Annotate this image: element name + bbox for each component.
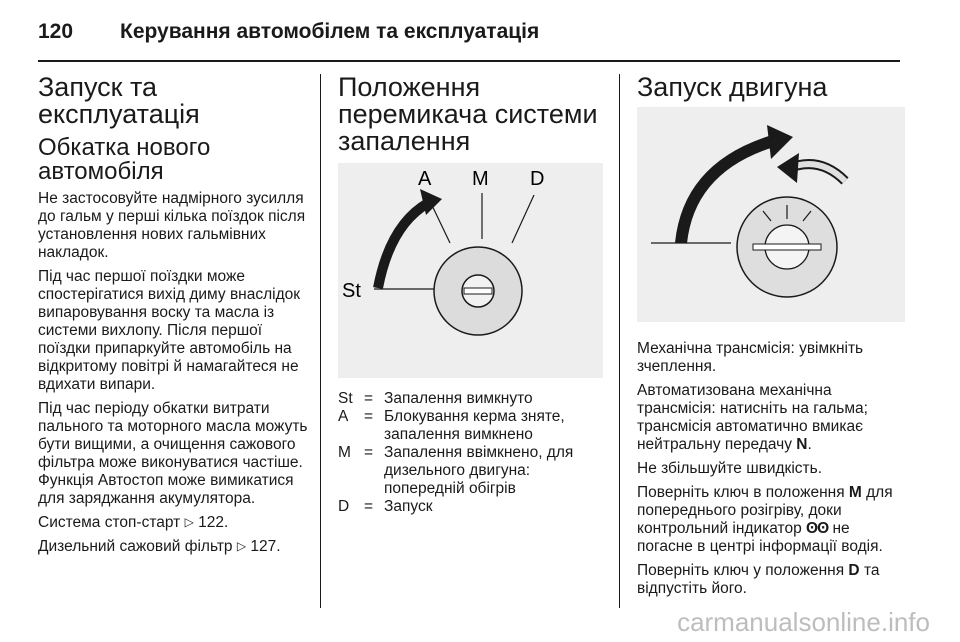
label-m: M: [472, 168, 489, 190]
legend-row: D = Запуск: [338, 498, 433, 515]
column-3: [637, 70, 907, 604]
positions-legend: [338, 390, 603, 516]
column-1: [38, 70, 310, 562]
paragraph: Під час першої поїздки може спостерігатися вихід диму внаслідок випаровування воску та масла із системи вихлопу. Після першої поїздки припаркуйте автомобіль на відкритому повітрі й намагайтеся не вдихати випари.: [38, 268, 301, 393]
paragraph: Поверніть ключ в положення M для попереднього розігріву, доки контрольний індикатор ʘʘ не погасне в центрі інформації водія.: [637, 484, 893, 555]
section-title: Запуск двигуна: [637, 72, 828, 102]
page-header: [38, 8, 900, 54]
paragraph: Під час періоду обкатки витрати пального та моторного масла можуть бути вищими, а очищення сажового фільтра може виконуватися частіше. Функція Автостоп може вимикатися для заряджання акумулятора.: [38, 400, 308, 507]
label-a: A: [418, 168, 432, 190]
watermark: carmanualsonline.info: [677, 607, 930, 637]
column-2: [338, 70, 603, 516]
label-st: St: [342, 280, 361, 302]
ignition-lock-icon: [434, 247, 522, 335]
page-number: 120: [38, 20, 74, 43]
page-ref-icon: ▷: [184, 515, 194, 529]
cross-reference[interactable]: Система стоп-старт ▷ 122.: [38, 514, 229, 531]
paragraph: Автоматизована механічна трансмісія: натисніть на гальма; трансмісія автоматично вмикає нейтральну передачу N.: [637, 382, 868, 453]
ignition-lock-icon: [737, 197, 837, 297]
paragraph: Поверніть ключ у положення D та відпустіть його.: [637, 562, 880, 597]
paragraph: Не застосовуйте надмірного зусилля до гальм у перші кілька поїздок після установлення нових гальмівних накладок.: [38, 190, 306, 261]
running-title: Керування автомобілем та експлуатація: [120, 20, 540, 43]
arrow-icon: [378, 203, 428, 288]
paragraph: Механічна трансмісія: увімкніть зчеплення.: [637, 340, 864, 375]
page-ref-icon: ▷: [236, 539, 247, 553]
glow-plug-icon: ʘʘ: [806, 520, 829, 537]
column-divider: [320, 74, 321, 608]
header-rule: [38, 60, 900, 62]
legend-row: A = Блокування керма зняте, запалення вимкнено: [338, 408, 565, 443]
engine-start-figure: [637, 107, 905, 322]
column-divider: [619, 74, 620, 608]
cross-reference[interactable]: Дизельний сажовий фільтр ▷ 127.: [38, 538, 281, 555]
subsection-title: Обкатка нового автомобіля: [38, 134, 211, 185]
section-title: Запуск та експлуатація: [38, 72, 200, 129]
ignition-positions-figure: [338, 163, 603, 378]
label-d: D: [530, 168, 545, 190]
legend-row: M = Запалення ввімкнено, для дизельного двигуна: попередній обігрів: [338, 444, 574, 497]
legend-row: St = Запалення вимкнуто: [338, 390, 533, 407]
paragraph: Не збільшуйте швидкість.: [637, 460, 823, 477]
section-title: Положення перемикача системи запалення: [338, 72, 598, 156]
